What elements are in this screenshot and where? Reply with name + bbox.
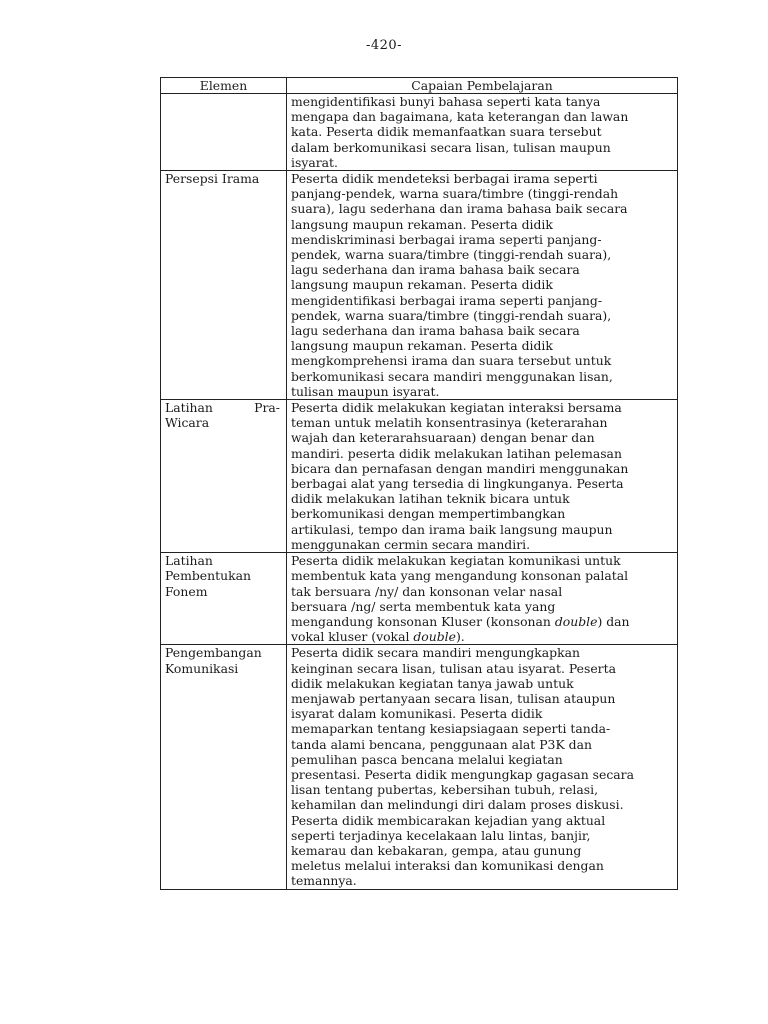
description-line: artikulasi, tempo dan irama baik langsung maupun (291, 521, 613, 537)
description-line: langsung maupun rekaman. Peserta didik (291, 277, 553, 293)
description-line: menggunakan cermin secara mandiri. (291, 536, 531, 552)
description-line: presentasi. Peserta didik mengungkap gagasan secara (291, 766, 634, 782)
description-line: didik melakukan latihan teknik bicara untuk (291, 491, 570, 507)
table-row (161, 400, 678, 553)
description-line: menjawab pertanyaan secara lisan, tulisan ataupun (291, 690, 616, 706)
description-line: kehamilan dan melindungi diri dalam proses diskusi. (291, 797, 624, 813)
description-line: mengidentifikasi berbagai irama seperti panjang- (291, 292, 603, 308)
page-number: -420- (365, 38, 403, 53)
description-line: panjang-pendek, warna suara/timbre (tinggi-rendah (291, 186, 619, 202)
description-line: kemarau dan kebakaran, gempa, atau gunung (291, 842, 582, 858)
table-row (161, 94, 678, 171)
element-line (165, 400, 280, 415)
description-line: wajah dan keterarahsuaraan) dengan benar dan (291, 430, 595, 446)
description-line: bicara dan pernafasan dengan mandiri menggunakan (291, 460, 629, 476)
description-line: didik melakukan kegiatan tanya jawab untuk (291, 675, 574, 691)
description-line: tak bersuara /ny/ dan konsonan velar nasal (291, 583, 563, 599)
element-line: Pengembangan (165, 645, 262, 661)
table-row (161, 645, 678, 889)
description-line: tulisan maupun isyarat. (291, 383, 440, 399)
row-element-cell (161, 94, 287, 171)
description-line: langsung maupun rekaman. Peserta didik (291, 338, 553, 354)
description-line: kata. Peserta didik memanfaatkan suara tersebut (291, 124, 602, 140)
description-line: Peserta didik melakukan kegiatan komunikasi untuk (291, 553, 621, 569)
row-element-cell (161, 645, 287, 889)
description-line: memaparkan tentang kesiapsiagaan seperti tanda- (291, 721, 611, 737)
description-line: dalam berkomunikasi secara lisan, tulisan maupun (291, 139, 611, 155)
row-description-cell (287, 400, 678, 553)
table-header-row (161, 78, 678, 94)
description-line: pemulihan pasca bencana melalui kegiatan (291, 751, 563, 767)
description-line: lagu sederhana dan irama bahasa baik secara (291, 323, 580, 339)
element-line: Latihan (165, 553, 213, 569)
table-row (161, 171, 678, 400)
italic-term: double (413, 629, 456, 645)
element-line: Fonem (165, 583, 208, 599)
element-line: Wicara (165, 415, 210, 431)
description-line: mengidentifikasi bunyi bahasa seperti kata tanya (291, 94, 601, 109)
description-line: Peserta didik secara mandiri mengungkapkan (291, 645, 580, 661)
description-line: berbagai alat yang tersedia di lingkunganya. Peserta (291, 476, 624, 492)
text-segment: ). (455, 629, 465, 645)
description-line: isyarat. (291, 154, 338, 170)
element-line: Pembentukan (165, 568, 251, 584)
learning-outcomes-table (160, 77, 678, 890)
description-line: mandiri. peserta didik melakukan latihan pelemasan (291, 445, 622, 461)
header-element: Elemen (161, 78, 287, 94)
description-line: temannya. (291, 873, 357, 889)
element-word: Latihan (165, 400, 213, 416)
italic-term: double (554, 613, 598, 629)
row-description-cell (287, 171, 678, 400)
element-line: Komunikasi (165, 660, 239, 676)
description-line: Peserta didik melakukan kegiatan interaksi bersama (291, 400, 622, 416)
description-line: berkomunikasi secara mandiri menggunakan lisan, (291, 368, 613, 384)
description-line: berkomunikasi dengan mempertimbangkan (291, 506, 566, 522)
description-line: membentuk kata yang mengandung konsonan palatal (291, 568, 629, 584)
text-segment: ) dan (597, 613, 630, 629)
description-line (291, 614, 673, 629)
row-element-cell (161, 553, 287, 645)
description-line: mendiskriminasi berbagai irama seperti panjang- (291, 231, 602, 247)
description-line: tanda alami bencana, penggunaan alat P3K dan (291, 736, 592, 752)
header-learning-outcome: Capaian Pembelajaran (287, 78, 678, 94)
description-line: teman untuk melatih konsentrasinya (keterarahan (291, 415, 608, 431)
description-line: langsung maupun rekaman. Peserta didik (291, 216, 553, 232)
description-line: Peserta didik mendeteksi berbagai irama seperti (291, 171, 598, 187)
row-description-cell (287, 553, 678, 645)
description-line: suara), lagu sederhana dan irama bahasa baik secara (291, 201, 628, 217)
description-line: keinginan secara lisan, tulisan atau isyarat. Peserta (291, 660, 616, 676)
description-line: mengkomprehensi irama dan suara tersebut untuk (291, 353, 612, 369)
table-row (161, 553, 678, 645)
text-segment: mengandung konsonan Kluser (konsonan (291, 613, 555, 629)
row-description-cell (287, 645, 678, 889)
description-line: lagu sederhana dan irama bahasa baik secara (291, 262, 580, 278)
row-description-cell (287, 94, 678, 171)
description-line: Peserta didik membicarakan kejadian yang aktual (291, 812, 606, 828)
text-segment: vokal kluser (vokal (291, 629, 414, 645)
description-line: mengapa dan bagaimana, kata keterangan dan lawan (291, 109, 629, 125)
description-line: seperti terjadinya kecelakaan lalu lintas, banjir, (291, 827, 591, 843)
row-element-cell (161, 400, 287, 553)
row-element-cell: Persepsi Irama (161, 171, 287, 400)
description-line: lisan tentang pubertas, kebersihan tubuh, relasi, (291, 782, 599, 798)
description-line: isyarat dalam komunikasi. Peserta didik (291, 706, 543, 722)
element-word: Pra- (254, 400, 280, 416)
description-line: meletus melalui interaksi dan komunikasi dengan (291, 858, 604, 874)
description-line: pendek, warna suara/timbre (tinggi-rendah suara), (291, 247, 612, 263)
description-line: bersuara /ng/ serta membentuk kata yang (291, 598, 556, 614)
description-line (291, 629, 673, 644)
description-line: pendek, warna suara/timbre (tinggi-rendah suara), (291, 307, 612, 323)
